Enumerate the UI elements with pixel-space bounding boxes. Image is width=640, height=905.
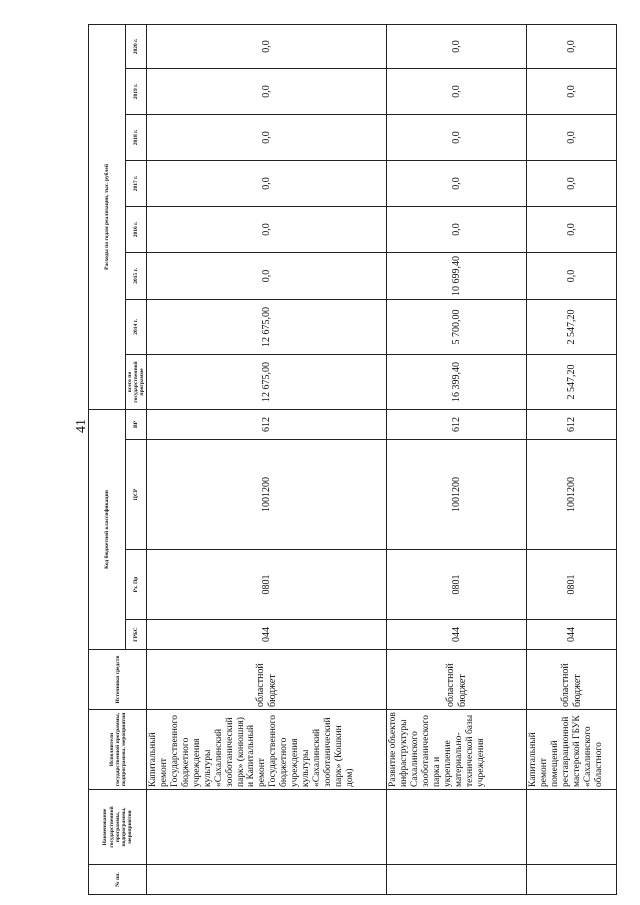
cell-rzpr: 0801 (387, 550, 527, 620)
cell-total: 2 547,20 (527, 354, 617, 409)
header-year-2019: 2019 г. (126, 68, 147, 114)
cell-csr: 1001200 (147, 440, 387, 550)
budget-table-rotated (88, 25, 608, 895)
header-year-2016: 2016 г. (126, 206, 147, 252)
cell-2017: 0,0 (527, 160, 617, 206)
cell-2019: 0,0 (527, 68, 617, 114)
header-year-2020: 2020 г. (126, 24, 147, 68)
cell-2014: 12 675,00 (147, 299, 387, 354)
cell-2019: 0,0 (147, 68, 387, 114)
cell-2017: 0,0 (387, 160, 527, 206)
cell-source: областной бюджет (387, 650, 527, 710)
cell-executor: Капитальный ремонт помещений реставрационной мастерской ГБУК «Сахалинского областного (527, 710, 617, 790)
cell-csr: 1001200 (527, 440, 617, 550)
cell-2018: 0,0 (387, 114, 527, 160)
header-year-2018: 2018 г. (126, 114, 147, 160)
cell-program-name (147, 790, 387, 865)
cell-2014: 5 700,00 (387, 299, 527, 354)
header-rzpr: Рз, Пр (126, 550, 147, 620)
cell-program-name (387, 790, 527, 865)
cell-vr: 612 (387, 409, 527, 439)
table-row (387, 24, 527, 894)
header-csr: ЦСР (126, 440, 147, 550)
cell-2015: 0,0 (147, 252, 387, 299)
cell-grbs: 044 (387, 620, 527, 650)
cell-2019: 0,0 (387, 68, 527, 114)
cell-executor: Капитальный ремонт Государственного бюджетного учреждения культуры «Сахалинский зооботанический парк» (конюшня) и Капитальный ремонт Государственного бюджетного учреждения культуры «Сахалинский зооботанический парк» (Кошкин дом) (147, 710, 387, 790)
cell-num (527, 865, 617, 895)
cell-vr: 612 (527, 409, 617, 439)
header-num: № пп. (89, 865, 147, 895)
cell-2018: 0,0 (527, 114, 617, 160)
cell-2015: 0,0 (527, 252, 617, 299)
cell-num (387, 865, 527, 895)
cell-2014: 2 547,20 (527, 299, 617, 354)
cell-program-name (527, 790, 617, 865)
cell-total: 16 399,40 (387, 354, 527, 409)
cell-csr: 1001200 (387, 440, 527, 550)
cell-2016: 0,0 (387, 206, 527, 252)
cell-grbs: 044 (147, 620, 387, 650)
cell-2015: 10 699,40 (387, 252, 527, 299)
header-expenses: Расходы по годам реализации, тыс. рублей (89, 24, 126, 409)
cell-source: областной бюджет (527, 650, 617, 710)
cell-2017: 0,0 (147, 160, 387, 206)
header-grbs: ГРБС (126, 620, 147, 650)
cell-vr: 612 (147, 409, 387, 439)
cell-total: 12 675,00 (147, 354, 387, 409)
table-row (527, 24, 617, 894)
cell-2020: 0,0 (527, 24, 617, 68)
header-vr: ВР (126, 409, 147, 439)
header-executor: Исполнители государственной программы, подпрограммы, мероприятия (89, 710, 147, 790)
header-program-name: Наименование государственной программы, подпрограммы, мероприятия (89, 790, 147, 865)
cell-2016: 0,0 (527, 206, 617, 252)
header-year-2015: 2015 г. (126, 252, 147, 299)
budget-table (88, 24, 617, 895)
cell-2020: 0,0 (147, 24, 387, 68)
cell-source: областной бюджет (147, 650, 387, 710)
header-year-2017: 2017 г. (126, 160, 147, 206)
page-number: 41 (74, 419, 89, 433)
table-row (147, 24, 387, 894)
cell-2020: 0,0 (387, 24, 527, 68)
cell-grbs: 044 (527, 620, 617, 650)
cell-rzpr: 0801 (527, 550, 617, 620)
cell-2016: 0,0 (147, 206, 387, 252)
cell-executor: Развитие объектов инфраструктуры Сахалинского зооботанического парка и укрепление материально-технической базы учреждения (387, 710, 527, 790)
cell-rzpr: 0801 (147, 550, 387, 620)
cell-num (147, 865, 387, 895)
header-total: всего по государственной программе (126, 354, 147, 409)
header-budget-code: Код бюджетной классификации (89, 409, 126, 649)
header-year-2014: 2014 г. (126, 299, 147, 354)
header-source: Источники средств (89, 650, 147, 710)
cell-2018: 0,0 (147, 114, 387, 160)
